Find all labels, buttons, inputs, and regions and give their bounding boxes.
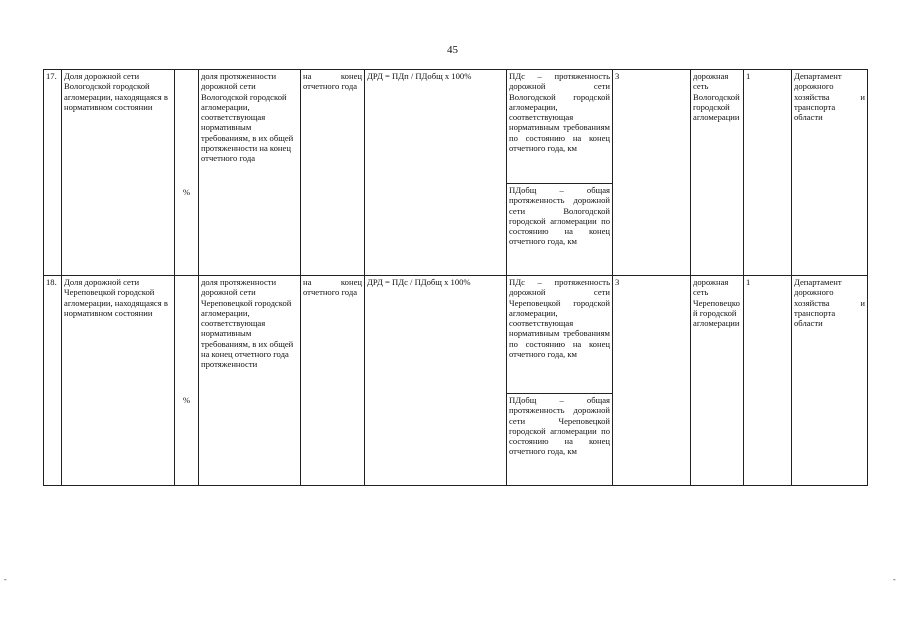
row-number: 18. xyxy=(44,276,62,486)
period-cell: на конец отчетного года xyxy=(301,276,365,486)
scan-mark-left: - xyxy=(4,575,7,584)
indicator-cell: 1 xyxy=(744,70,792,276)
responsible-cell: Департамент дорожного хозяйства и транспорта области xyxy=(792,70,868,276)
variable-cell: ПДобщ – общая протяженность дорожной сети Череповецкой городской агломерации по состоянию на конец отчетного года, км xyxy=(507,394,613,486)
scan-mark-right: - xyxy=(893,575,896,584)
formula-cell: ДРД = ПДп / ПДобщ х 100% xyxy=(365,70,507,276)
object-cell: дорожная сеть Вологодской городской агломерации xyxy=(691,70,744,276)
indicator-table xyxy=(43,69,868,486)
formula-cell: ДРД = ПДс / ПДобщ х 100% xyxy=(365,276,507,486)
table-row xyxy=(44,70,868,184)
responsible-cell: Департамент дорожного хозяйства и транспорта области xyxy=(792,276,868,486)
method-cell: 3 xyxy=(613,70,691,276)
unit-cell: % xyxy=(175,70,199,276)
period-cell: на конец отчетного года xyxy=(301,70,365,276)
unit-cell: % xyxy=(175,276,199,486)
variable-cell: ПДс – протяженность дорожной сети Череповецкой городской агломерации, соответствующая нормативным требованиям по состоянию на конец отчетного года, км xyxy=(507,276,613,394)
table-row xyxy=(44,276,868,394)
definition-cell: доля протяженности дорожной сети Вологодской городской агломерации, соответствующая нормативным требованиям, в их общей протяженности на конец отчетного года xyxy=(199,70,301,276)
object-cell: дорожная сеть Череповецкой городской агломерации xyxy=(691,276,744,486)
page-number: 45 xyxy=(447,44,458,56)
indicator-name: Доля дорожной сети Череповецкой городской агломерации, находящаяся в нормативном состоянии xyxy=(62,276,175,486)
row-number: 17. xyxy=(44,70,62,276)
method-cell: 3 xyxy=(613,276,691,486)
indicator-name: Доля дорожной сети Вологодской городской агломерации, находящаяся в нормативном состоянии xyxy=(62,70,175,276)
indicator-cell: 1 xyxy=(744,276,792,486)
variable-cell: ПДобщ – общая протяженность дорожной сети Вологодской городской агломерации по состоянию на конец отчетного года, км xyxy=(507,184,613,276)
variable-cell: ПДс – протяженность дорожной сети Вологодской городской агломерации, соответствующая нормативным требованиям по состоянию на конец отчетного года, км xyxy=(507,70,613,184)
definition-cell: доля протяженности дорожной сети Череповецкой городской агломерации, соответствующая нормативным требованиям, в их общей на конец отчетного года протяженности xyxy=(199,276,301,486)
